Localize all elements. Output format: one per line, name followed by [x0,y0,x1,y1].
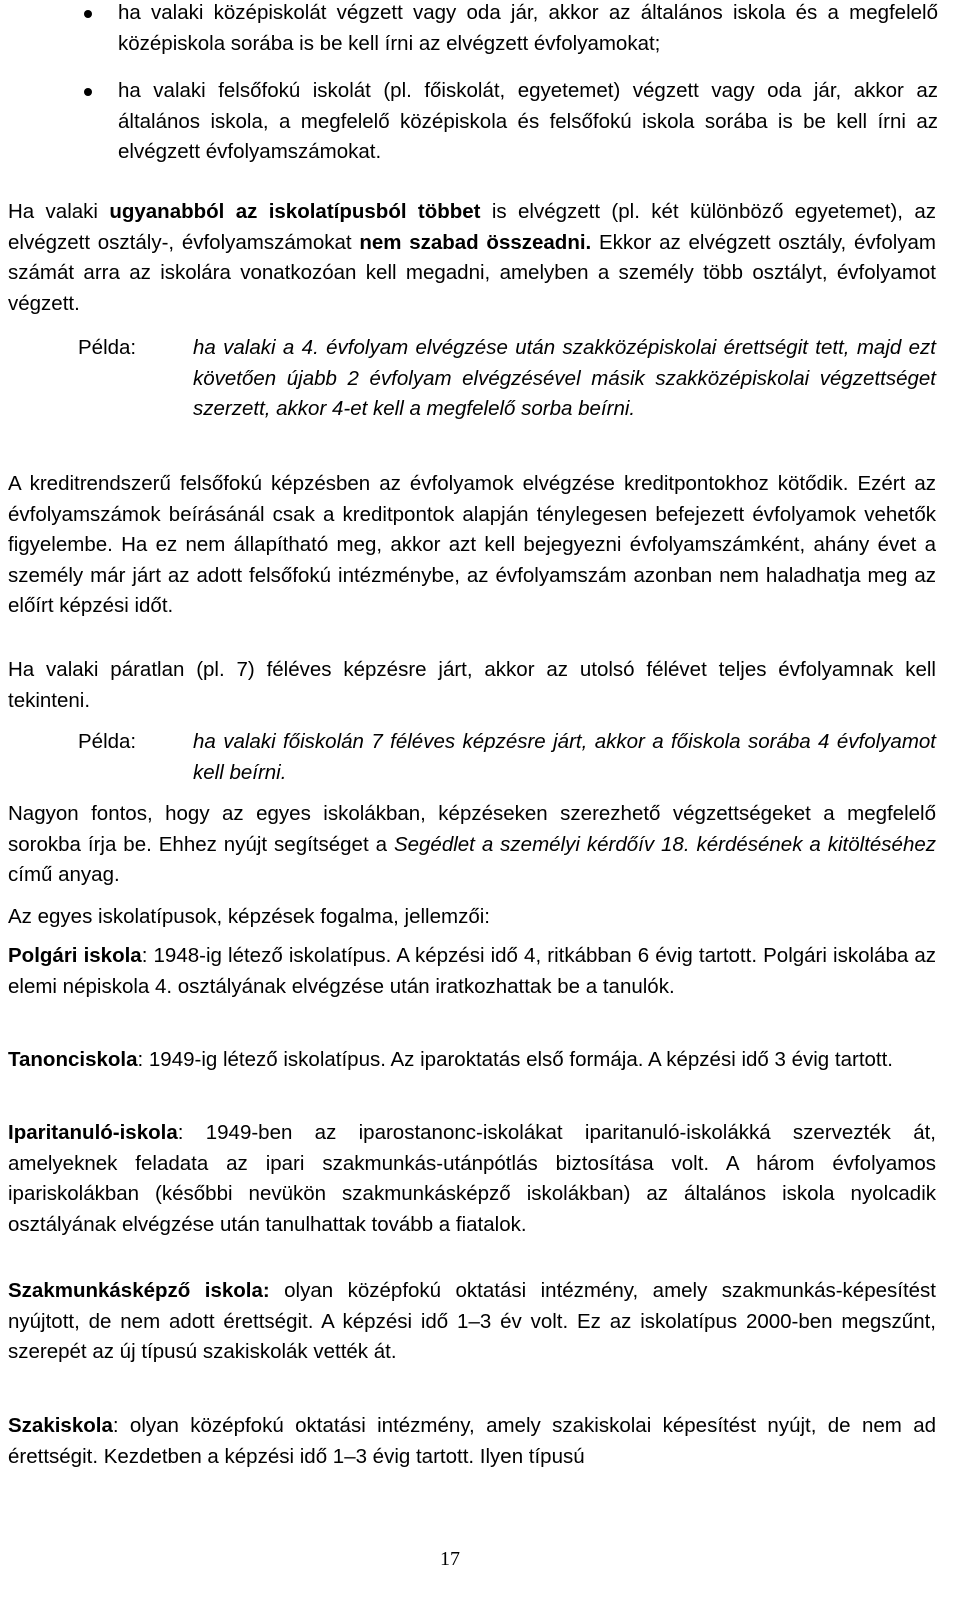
bullet-text: ha valaki felsőfokú iskolát (pl. főiskolát, egyetemet) végzett vagy oda jár, akkor az általános iskola, a megfelelő középiskola és felsőfokú iskola sorába is be kell írni az elvégzett évfolyamszámokat. [118,79,938,163]
definition-polgari-iskola: Polgári iskola: 1948-ig létező iskolatípus. A képzési idő 4, ritkábban 6 évig tartott. Polgári iskolába az elemi népiskola 4. osztályának elvégzése után iratkozhattak be a tanulók. [8,944,936,998]
paragraph-same-school-type: Ha valaki ugyanabból az iskolatípusból többet is elvégzett (pl. két különböző egyetemet), az elvégzett osztály-, évfolyamszámokat nem szabad összeadni. Ekkor az elvégzett osztály, évfolyam számát arra az iskolára vonatkozóan kell megadni, amelyben a személy több osztályt, évfolyamot végzett. [8,200,937,315]
definition-tanonciskola: Tanonciskola: 1949-ig létező iskolatípus. Az iparoktatás első formája. A képzési idő 3 évig tartott. [8,1048,894,1071]
paragraph-important: Nagyon fontos, hogy az egyes iskolákban, képzéseken szerezhető végzettségeket a megfelelő sorokba írja be. Ehhez nyújt segítséget a Segédlet a személyi kérdőív 18. kérdésének a kitöltéséhez című anyag. [8,802,936,886]
emphasis-text: nem szabad összeadni. [359,230,592,254]
list-item [0,0,938,59]
definition-term: Szakiskola [8,1414,113,1437]
bullet-icon [84,10,92,18]
emphasis-text: ugyanabból az iskolatípusból többet [109,200,481,223]
page-number: 17 [440,1548,460,1570]
document-reference: Segédlet a személyi kérdőív 18. kérdésének a kitöltéséhez [393,832,936,856]
bullet-text: ha valaki középiskolát végzett vagy oda jár, akkor az általános iskola és a megfelelő középiskola sorába is be kell írni az elvégzett évfolyamokat; [118,1,938,55]
definition-szakmunkaskepzo-iskola: Szakmunkásképző iskola: olyan középfokú oktatási intézmény, amely szakmunkás-képesítést nyújtott, de nem adott érettségit. A képzési idő 1–3 év volt. Ez az iskolatípus 2000-ben megszűnt, szerepét az új típusú szakiskolák vették át. [8,1279,936,1363]
paragraph-credit-system: A kreditrendszerű felsőfokú képzésben az évfolyamok elvégzése kreditpontokhoz kötődik. Ezért az évfolyamszámok beírásánál csak a kreditpontok alapján ténylegesen befejezett évfolyamok vehetők figyelembe. Ha ez nem állapítható meg, akkor azt kell bejegyezni évfolyamszámként, ahány évet a személy már járt az adott felsőfokú intézménybe, az évfolyamszám azonban nem haladhatja meg az előírt képzési időt. [8,472,936,617]
definition-iparitanulo-iskola: Iparitanuló-iskola: 1949-ben az iparostanonc-iskolákat iparitanuló-iskolákká szervezték át, amelyeknek feladata az ipari szakmunkás-utánpótlás biztosítása volt. A három évfolyamos ipariskolákban (későbbi nevükön szakmunkásképző iskolákban) az általános iskola nyolcadik osztályának elvégzése után tanulhattak tovább a fiatalok. [8,1121,936,1236]
definition-term: Szakmunkásképző iskola: [8,1279,270,1302]
example-block [8,333,936,425]
definition-term: Iparitanuló-iskola [8,1121,178,1144]
paragraph-odd-semester: Ha valaki páratlan (pl. 7) féléves képzésre járt, akkor az utolsó félévet teljes évfolyamnak kell tekinteni. [8,658,936,712]
bullet-icon [84,88,92,96]
definition-term: Tanonciskola [8,1048,138,1071]
definition-szakiskola: Szakiskola: olyan középfokú oktatási intézmény, amely szakiskolai képesítést nyújt, de nem ad érettségit. Kezdetben a képzési idő 1–3 évig tartott. Ilyen típusú [8,1414,936,1468]
example-text: ha valaki főiskolán 7 féléves képzésre járt, akkor a főiskola sorába 4 évfolyamot kell beírni. [193,730,936,784]
example-label: Példa: [78,730,137,753]
example-text: ha valaki a 4. évfolyam elvégzése után szakközépiskolai érettségit tett, majd ezt követően újabb 2 évfolyam elvégzésével másik szakközépiskolai végzettséget szerzett, akkor 4-et kell a megfelelő sorba beírni. [193,336,936,420]
definition-term: Polgári iskola [8,944,142,967]
example-label: Példa: [78,336,137,359]
example-block [8,727,936,788]
bullet-list [0,0,940,185]
paragraph-school-types-intro: Az egyes iskolatípusok, képzések fogalma, jellemzői: [8,905,490,928]
list-item [0,76,938,168]
